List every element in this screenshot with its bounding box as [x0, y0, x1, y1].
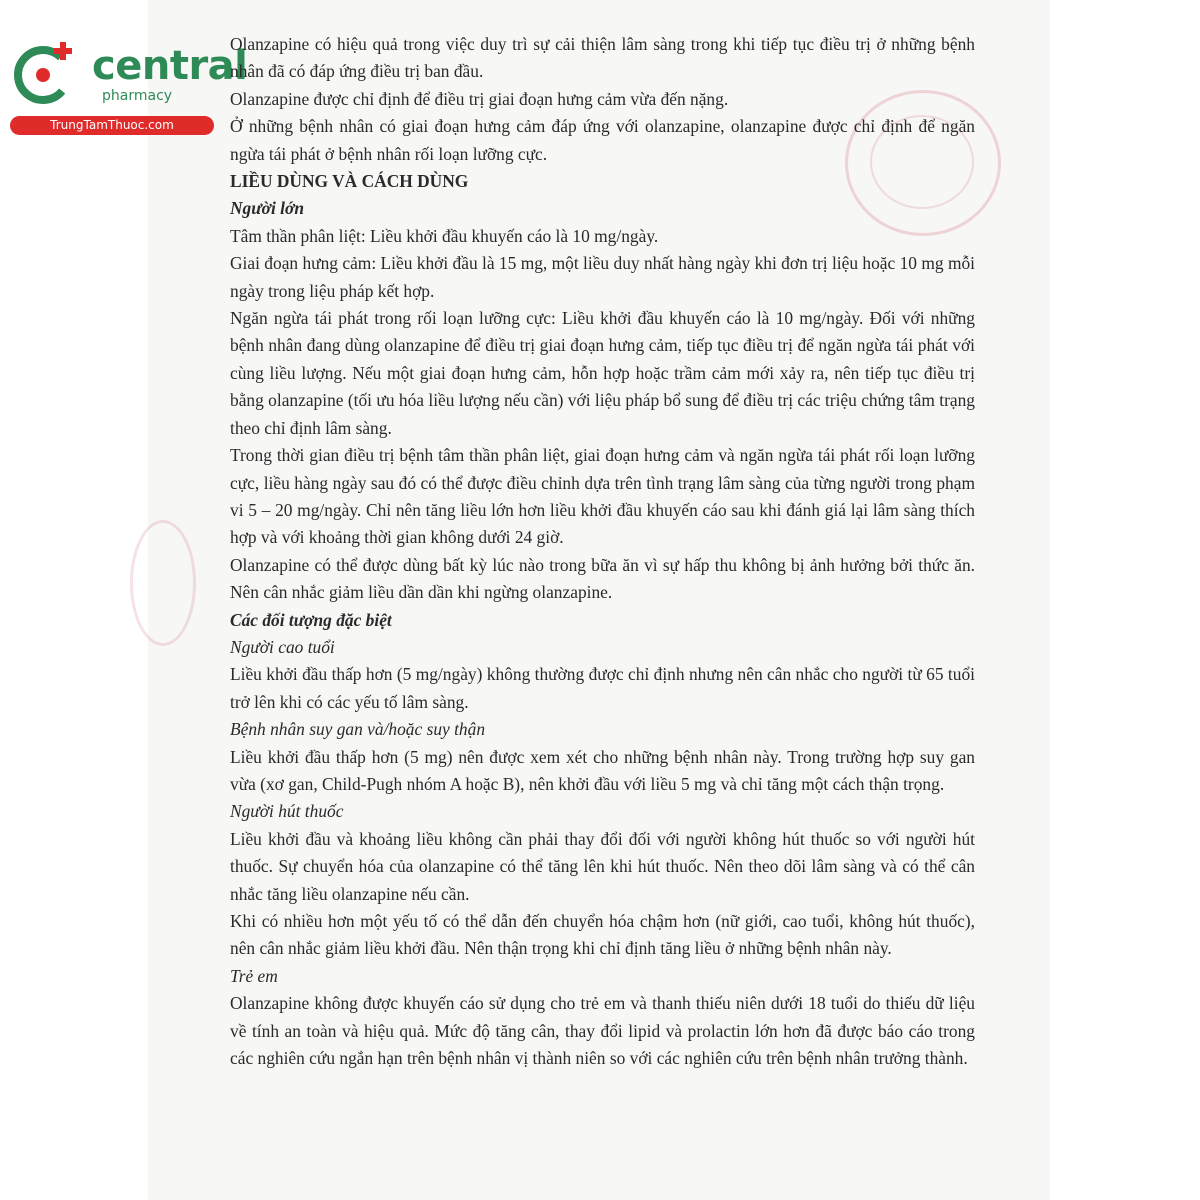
section-heading: LIỀU DÙNG VÀ CÁCH DÙNG [230, 171, 469, 192]
logo-mark-icon [10, 38, 80, 108]
paragraph: Liều khởi đầu thấp hơn (5 mg) nên được xem xét cho những bệnh nhân này. Trong trường hợp suy gan vừa (xơ gan, Child-Pugh nhóm A hoặc B), nên khởi đầu với liều 5 mg và chỉ tăng một cách thận trọng. [230, 746, 975, 794]
subgroup-heading: Trẻ em [230, 965, 278, 986]
document-body [230, 31, 975, 1072]
paragraph: Giai đoạn hưng cảm: Liều khởi đầu là 15 mg, một liều duy nhất hàng ngày khi đơn trị liệu hoặc 10 mg mỗi ngày trong liệu pháp kết hợp. [230, 253, 975, 301]
logo-website-link[interactable]: TrungTamThuoc.com [10, 116, 214, 135]
subsection-heading: Người lớn [230, 198, 305, 219]
paragraph: Ở những bệnh nhân có giai đoạn hưng cảm đáp ứng với olanzapine, olanzapine được chỉ định để ngăn ngừa tái phát ở bệnh nhân rối loạn lưỡng cực. [230, 116, 975, 164]
paragraph: Khi có nhiều hơn một yếu tố có thể dẫn đến chuyển hóa chậm hơn (nữ giới, cao tuổi, không hút thuốc), nên cân nhắc giảm liều khởi đầu. Nên thận trọng khi chỉ định tăng liều ở những bệnh nhân này. [230, 911, 975, 959]
logo-wordmark: central [92, 43, 248, 89]
paragraph: Olanzapine có hiệu quả trong việc duy trì sự cải thiện lâm sàng trong khi tiếp tục điều trị ở những bệnh nhân đã có đáp ứng điều trị ban đầu. [230, 34, 975, 82]
paragraph: Ngăn ngừa tái phát trong rối loạn lưỡng cực: Liều khởi đầu khuyến cáo là 10 mg/ngày. Đối với những bệnh nhân đang dùng olanzapine để điều trị giai đoạn hưng cảm, tiếp tục điều trị để ngăn ngừa tái phát với cùng liều lượng. Nếu một giai đoạn hưng cảm, hỗn hợp hoặc trầm cảm mới xảy ra, nên tiếp tục điều trị bằng olanzapine (tối ưu hóa liều lượng nếu cần) với liệu pháp bổ sung để điều trị các triệu chứng tâm trạng theo chỉ định lâm sàng. [230, 308, 975, 438]
subsection-heading: Các đối tượng đặc biệt [230, 609, 392, 630]
seal-fragment [130, 520, 196, 646]
subgroup-heading: Bệnh nhân suy gan và/hoặc suy thận [230, 719, 486, 740]
subgroup-heading: Người cao tuổi [230, 636, 335, 657]
paragraph: Tâm thần phân liệt: Liều khởi đầu khuyến cáo là 10 mg/ngày. [230, 225, 659, 246]
paragraph: Liều khởi đầu thấp hơn (5 mg/ngày) không thường được chỉ định nhưng nên cân nhắc cho người từ 65 tuổi trở lên khi có các yếu tố lâm sàng. [230, 664, 975, 712]
pharmacy-logo[interactable] [6, 30, 248, 140]
paragraph: Olanzapine được chỉ định để điều trị giai đoạn hưng cảm vừa đến nặng. [230, 88, 729, 109]
paragraph: Olanzapine không được khuyến cáo sử dụng cho trẻ em và thanh thiếu niên dưới 18 tuổi do thiếu dữ liệu về tính an toàn và hiệu quả. Mức độ tăng cân, thay đổi lipid và prolactin lớn hơn đã được báo cáo trong các nghiên cứu ngắn hạn trên bệnh nhân vị thành niên so với các nghiên cứu trên bệnh nhân trưởng thành. [230, 993, 975, 1069]
paragraph: Trong thời gian điều trị bệnh tâm thần phân liệt, giai đoạn hưng cảm và ngăn ngừa tái phát rối loạn lưỡng cực, liều hàng ngày sau đó có thể được điều chỉnh dựa trên tình trạng lâm sàng của từng người trong phạm vi 5 – 20 mg/ngày. Chỉ nên tăng liều lớn hơn liều khởi đầu khuyến cáo sau khi đánh giá lại lâm sàng thích hợp và với khoảng thời gian không dưới 24 giờ. [230, 445, 975, 548]
paragraph: Olanzapine có thể được dùng bất kỳ lúc nào trong bữa ăn vì sự hấp thu không bị ảnh hưởng bởi thức ăn. Nên cân nhắc giảm liều dần dần khi ngừng olanzapine. [230, 554, 975, 603]
logo-subtitle: pharmacy [102, 88, 173, 104]
subgroup-heading: Người hút thuốc [230, 801, 344, 822]
paragraph: Liều khởi đầu và khoảng liều không cần phải thay đổi đối với người không hút thuốc so với người hút thuốc. Sự chuyển hóa của olanzapine có thể tăng lên khi hút thuốc. Nên theo dõi lâm sàng và có thể cân nhắc tăng liều olanzapine nếu cần. [230, 828, 975, 904]
